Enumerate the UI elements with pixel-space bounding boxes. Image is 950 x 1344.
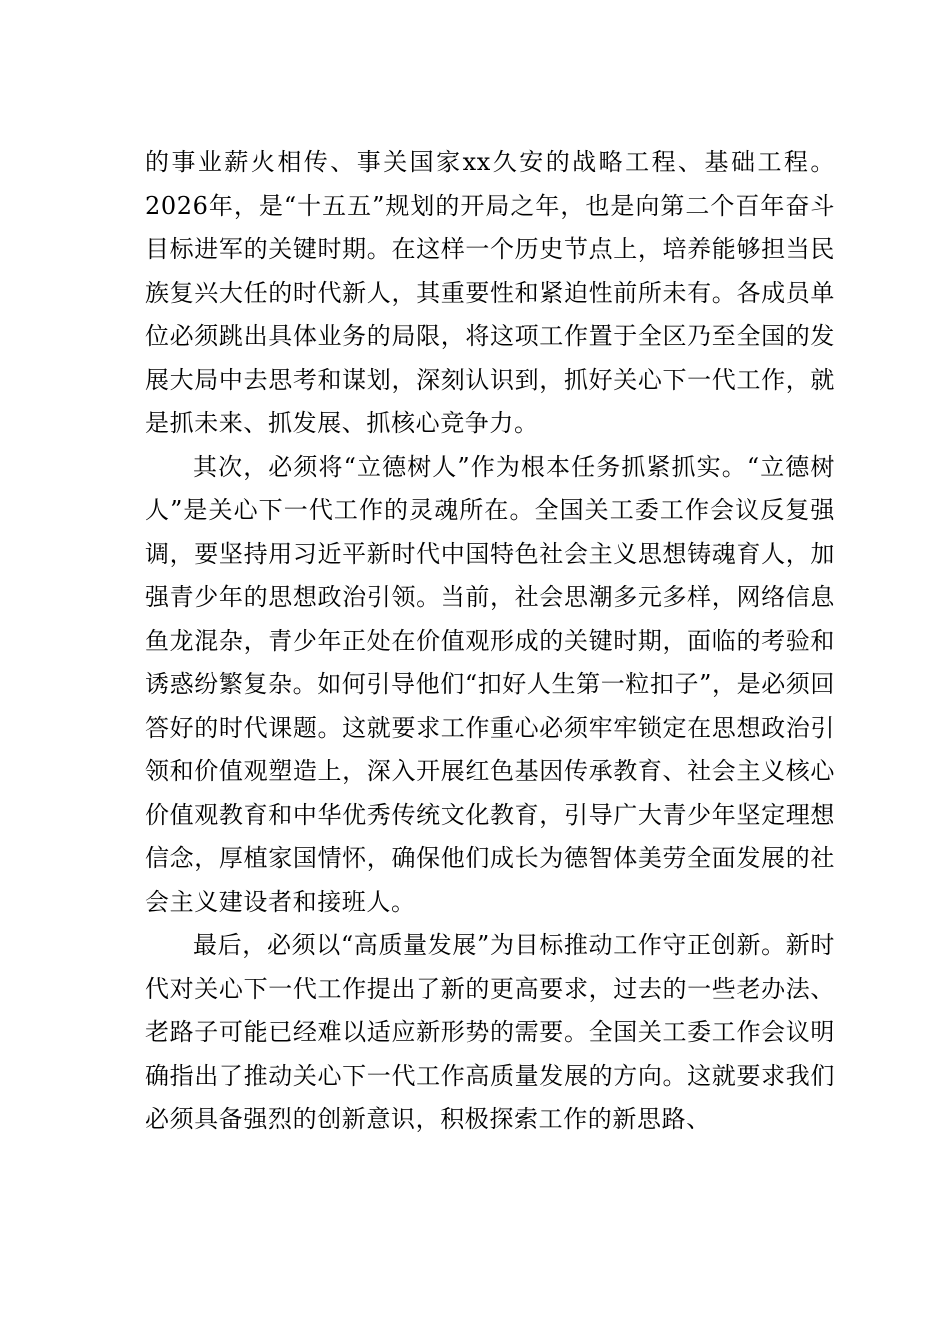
paragraph-lide-shuren: 其次，必须将“立德树人”作为根本任务抓紧抓实。“立德树人”是关心下一代工作的灵魂所在。全国关工委工作会议反复强调，要坚持用习近平新时代中国特色社会主义思想铸魂育人，加强青少年的思想政治引领。当前，社会思潮多元多样，网络信息鱼龙混杂，青少年正处在价值观形成的关键时期，面临的考验和诱惑纷繁复杂。如何引导他们“扣好人生第一粒扣子”，是必须回答好的时代课题。这就要求工作重心必须牢牢锁定在思想政治引领和价值观塑造上，深入开展红色基因传承教育、社会主义核心价值观教育和中华优秀传统文化教育，引导广大青少年坚定理想信念，厚植家国情怀，确保他们成长为德智体美劳全面发展的社会主义建设者和接班人。: [145, 452, 835, 916]
document-body: [145, 141, 835, 1142]
paragraph-continuation: 的事业薪火相传、事关国家xx久安的战略工程、基础工程。2026年，是“十五五”规划的开局之年，也是向第二个百年奋斗目标进军的关键时期。在这样一个历史节点上，培养能够担当民族复兴大任的时代新人，其重要性和紧迫性前所未有。各成员单位必须跳出具体业务的局限，将这项工作置于全区乃至全国的发展大局中去思考和谋划，深刻认识到，抓好关心下一代工作，就是抓未来、抓发展、抓核心竞争力。: [145, 148, 835, 437]
paragraph-high-quality-development: 最后，必须以“高质量发展”为目标推动工作守正创新。新时代对关心下一代工作提出了新的更高要求，过去的一些老办法、老路子可能已经难以适应新形势的需要。全国关工委工作会议明确指出了推动关心下一代工作高质量发展的方向。这就要求我们必须具备强烈的创新意识，积极探索工作的新思路、: [145, 931, 835, 1133]
